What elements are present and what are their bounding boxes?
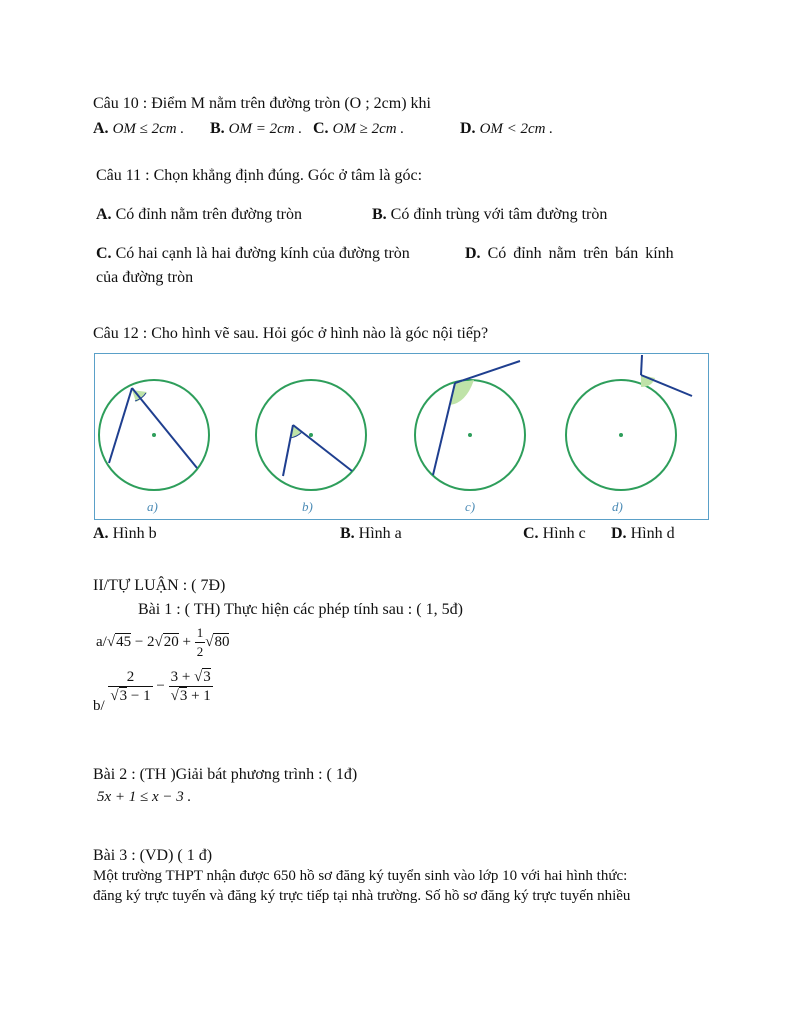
- q10-option-b: [210, 119, 302, 139]
- part2-heading: II/TỰ LUẬN : ( 7Đ): [93, 577, 226, 594]
- q10-option-a: [93, 119, 184, 139]
- caption-b: b): [302, 499, 313, 514]
- bai1-b-f2-num-a: 3 +: [170, 669, 195, 685]
- q12-figure-frame: [94, 353, 709, 520]
- q10-title: Câu 10 : Điểm M nằm trên đường tròn (O ; 2cm) khi: [93, 95, 431, 112]
- bai1-a-minus: − 2: [134, 633, 155, 650]
- q12-option-c: [523, 524, 586, 544]
- q10-option-a-label: A.: [93, 120, 109, 137]
- sqrt-symbol: √: [110, 688, 119, 704]
- q11-option-d-label: D.: [465, 245, 481, 262]
- q10-option-d: [460, 119, 553, 139]
- bai1-b-f2-den-radicand: 3: [179, 688, 188, 704]
- q10-option-d-label: D.: [460, 120, 476, 137]
- q12-option-a-label: A.: [93, 525, 109, 542]
- bai3-line-1: Một trường THPT nhận được 650 hồ sơ đăng ký tuyển sinh vào lớp 10 với hai hình thức:: [93, 868, 628, 884]
- q11-option-d-continued: của đường tròn: [96, 269, 194, 286]
- q11-title: Câu 11 : Chọn khẳng định đúng. Góc ở tâm là góc:: [96, 167, 423, 184]
- sqrt-symbol: √: [106, 633, 116, 650]
- q11-option-a-label: A.: [96, 206, 112, 223]
- bai1-b-f1-den: [108, 686, 152, 705]
- q12-option-d-text: Hình d: [630, 525, 675, 542]
- bai1-b-f1-num: 2: [126, 669, 135, 685]
- bai2-expression: 5x + 1 ≤ x − 3 .: [97, 789, 192, 805]
- q12-title: Câu 12 : Cho hình vẽ sau. Hỏi góc ở hình nào là góc nội tiếp?: [93, 325, 489, 342]
- q11-option-c-text: Có hai cạnh là hai đường kính của đường tròn: [115, 245, 410, 262]
- sqrt-symbol: √: [205, 633, 214, 650]
- bai1-b-f2-den: [169, 686, 213, 705]
- bai1-a-radicand-2: 20: [163, 633, 179, 650]
- bai1-a-plus: +: [182, 633, 191, 650]
- bai1-b-f2-den-rest: + 1: [187, 688, 211, 704]
- q12-option-c-label: C.: [523, 525, 539, 542]
- q10-option-c: [313, 119, 404, 139]
- bai2-title: Bài 2 : (TH )Giải bát phương trình : ( 1đ): [93, 766, 358, 783]
- bai1-b-minus: −: [156, 677, 165, 694]
- bai1-a-radicand-3: 80: [214, 633, 230, 650]
- bai1-b-f2-num: [169, 668, 213, 686]
- bai1-b-fraction-1: [108, 668, 152, 705]
- q12-option-a-text: Hình b: [112, 525, 157, 542]
- q10-option-b-label: B.: [210, 120, 225, 137]
- bai1-b-prefix: b/: [93, 697, 105, 714]
- q11-option-a-text: Có đỉnh nằm trên đường tròn: [115, 206, 303, 223]
- sqrt-symbol: √: [170, 688, 179, 704]
- q10-option-b-text: OM = 2cm .: [228, 121, 303, 137]
- q12-option-b-label: B.: [340, 525, 355, 542]
- caption-d: d): [612, 499, 623, 514]
- bai1-b-fraction-2: [169, 668, 213, 705]
- q11-option-a: [96, 205, 302, 225]
- bai1-a-fraction: [195, 624, 206, 661]
- bai1-expression-a: [96, 624, 229, 661]
- bai3-title: Bài 3 : (VD) ( 1 đ): [93, 847, 213, 864]
- bai3-line-2: đăng ký trực tuyến và đăng ký trực tiếp tại nhà trường. Số hồ sơ đăng ký trực tuyến nhiều: [93, 888, 631, 904]
- bai1-a-prefix: a/: [96, 633, 107, 650]
- q12-option-d: [611, 524, 675, 544]
- caption-a: a): [147, 499, 158, 514]
- q12-option-b-text: Hình a: [358, 525, 402, 542]
- bai1-a-fraction-num: 1: [196, 625, 204, 640]
- bai1-a-fraction-den: 2: [196, 644, 204, 659]
- q10-option-c-text: OM ≥ 2cm .: [332, 121, 405, 137]
- bai1-a-radicand-1: 45: [116, 633, 132, 650]
- bai1-b-f2-num-radicand: 3: [203, 669, 211, 685]
- bai1-expression-b: [93, 668, 213, 714]
- q11-option-b-text: Có đỉnh trùng với tâm đường tròn: [390, 206, 608, 223]
- q10-option-d-text: OM < 2cm .: [479, 121, 554, 137]
- bai1-title: Bài 1 : ( TH) Thực hiện các phép tính sau : ( 1, 5đ): [138, 601, 463, 618]
- q11-option-c: [96, 244, 410, 264]
- caption-c: c): [465, 499, 476, 514]
- q11-option-c-label: C.: [96, 245, 112, 262]
- bai1-b-f1-den-radicand: 3: [119, 688, 128, 704]
- sqrt-symbol: √: [194, 669, 203, 685]
- q11-option-b: [372, 205, 607, 225]
- q11-option-d-text: Có đỉnh nằm trên bán kính: [487, 245, 674, 262]
- sqrt-symbol: √: [154, 633, 163, 650]
- q10-option-c-label: C.: [313, 120, 329, 137]
- q11-option-d: [465, 244, 674, 264]
- q12-option-d-label: D.: [611, 525, 627, 542]
- q12-option-c-text: Hình c: [542, 525, 586, 542]
- q11-option-b-label: B.: [372, 206, 387, 223]
- q10-option-a-text: OM ≤ 2cm .: [112, 121, 185, 137]
- q12-option-a: [93, 524, 157, 544]
- bai1-b-f1-den-rest: − 1: [127, 688, 151, 704]
- q12-option-b: [340, 524, 402, 544]
